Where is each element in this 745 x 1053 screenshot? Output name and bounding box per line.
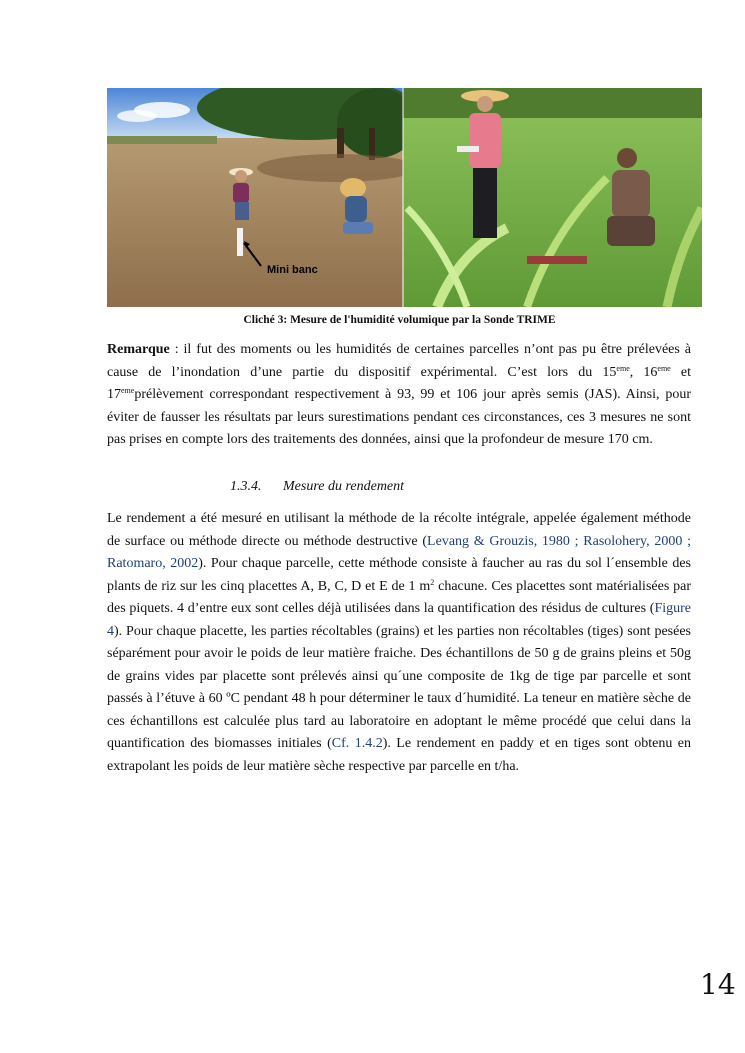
section-number: 1.3.4. [230, 479, 262, 494]
remark-sup-1: eme [616, 363, 630, 373]
remark-sup-3: eme [121, 386, 135, 395]
citation-link-authors[interactable]: Levang & Grouzis, 1980 ; Rasolohery, 2000 ; Ratomaro, 2002 [107, 533, 691, 571]
remark-sup-2: eme [657, 363, 671, 373]
body-text-3: chacune. Ces placettes sont matérialisées par des piquets. 4 d’entre eux sont celles déjà utilisées dans la quantification des résidus de cultures ( [107, 578, 691, 616]
figure-link[interactable]: Figure 4 [107, 601, 691, 639]
body-text-5: ). Le rendement en paddy et en tiges sont obtenu en extrapolant les poids de leur matière sèche respective par parcelle en t/ha. [107, 736, 692, 774]
remark-text-3: et 17 [107, 364, 691, 402]
body-text-1: Le rendement a été mesuré en utilisant la méthode de la récolte intégrale, appelée également méthode de surface ou méthode directe ou méthode destructive ( [107, 511, 691, 549]
figure-caption: Cliché 3: Mesure de l'humidité volumique par la Sonde TRIME [243, 314, 556, 326]
section-ref-link[interactable]: Cf. 1.4.2 [331, 736, 383, 751]
remark-text-4: prélèvement correspondant respectivement à 93, 99 et 106 jour après semis (JAS). Ainsi, pour éviter de fausser les résultats par leurs surestimations pendant ces circonstances, ces 3 mesures ne sont pas prises en compte lors des traitements des données, ainsi que la profondeur de mesure 170 cm. [107, 387, 691, 447]
section-title: Mesure du rendement [283, 479, 405, 494]
remark-text-2: , 16 [629, 364, 658, 380]
remark-text-1: : il fut des moments ou les humidités de certaines parcelles n’ont pas pu être prélevées à cause de l’inondation d’une partie du dispositif expérimental. C’est lors du 15 [107, 342, 691, 380]
remark-paragraph [107, 339, 691, 452]
mini-banc-label: Mini banc [267, 264, 318, 276]
body-sup: 2 [430, 577, 435, 587]
section-heading [230, 479, 404, 495]
field-photo [107, 88, 702, 307]
body-text-4: ). Pour chaque placette, les parties récoltables (grains) et les parties non récoltables (tiges) sont pesées séparément pour avoir le poids de leur matière fraiche. Des échantillons de 50 g de grains pleins et 50g de grains vides par placette sont prélevés ainsi qu´une composite de 1kg de tige par parcelle et sont passés à l’étuve à 60 ºC pendant 48 h pour déterminer le taux d´humidité. La teneur en matière sèche de ces échantillons est calculée plus tard au laboratoire en adoptant le même procédé que celui dans la quantification des biomasses initiales ( [107, 623, 691, 751]
page-number: 14 [700, 968, 736, 1001]
body-paragraph [107, 508, 691, 778]
field-photo-illustration [107, 88, 702, 307]
remark-label: Remarque [107, 342, 170, 357]
body-text-2: ). Pour chaque parcelle, cette méthode consiste à faucher au ras du sol l´ensemble des plants de riz sur les cinq placettes A, B, C, D et E de 1 m [107, 556, 691, 594]
